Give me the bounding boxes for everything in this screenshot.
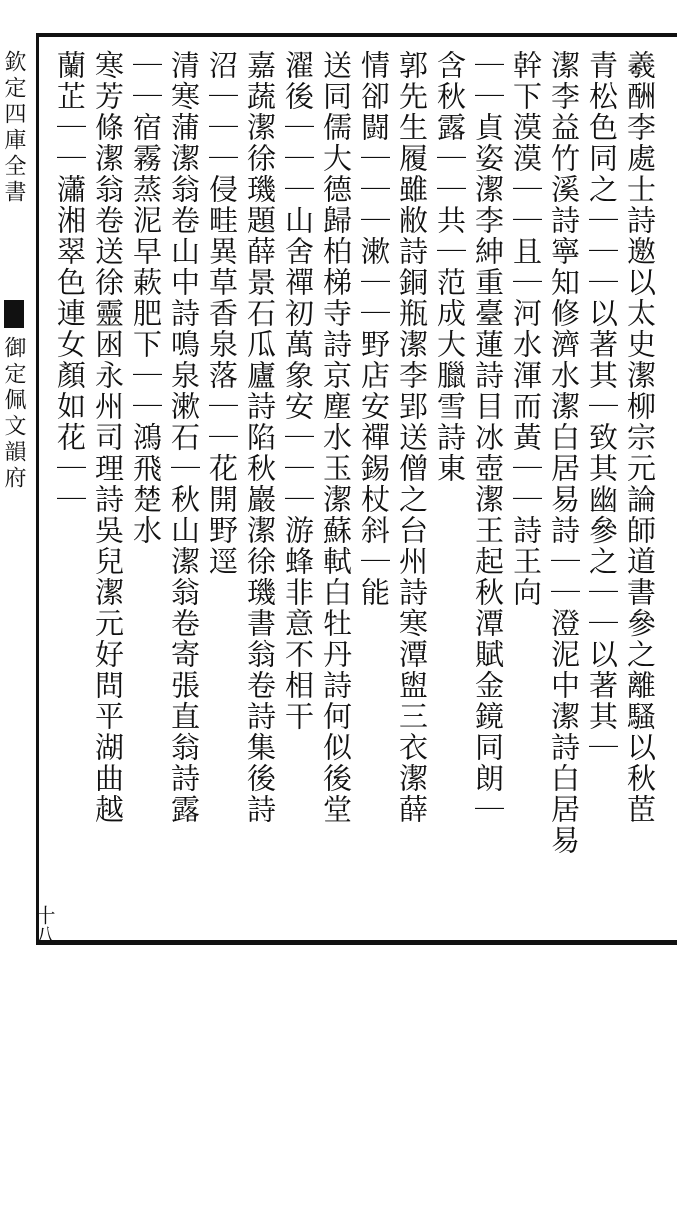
text-column-1: 羲酬李處士詩邀以太史潔柳宗元論師道書參之離騷以秋茞 <box>623 50 657 825</box>
text-column-5: ｜｜貞姿潔李紳重臺蓮詩目冰壺潔王起秋潭賦金鏡同朗｜ <box>471 50 505 825</box>
book-title: 欽定四庫全書 <box>1 50 26 206</box>
top-border <box>36 33 677 37</box>
text-column-2: 青松色同之｜｜｜以著其｜致其幽參之｜｜以著其｜ <box>585 50 619 763</box>
section-title: 御定佩文韻府 <box>1 336 26 492</box>
text-column-15: 寒芳條潔翁卷送徐靈囦永州司理詩吳兒潔元好問平湖曲越 <box>91 50 125 825</box>
fishtail-mark <box>4 300 24 328</box>
text-column-6: 含秋露｜｜共｜范成大臘雪詩東 <box>433 50 467 484</box>
bottom-border <box>36 940 677 945</box>
text-column-10: 濯後｜｜｜山舍禪初萬象安｜｜｜游蜂非意不相干 <box>281 50 315 732</box>
text-column-14: ｜｜宿霧蒸泥早蔌肥下｜｜鴻飛楚水 <box>129 50 163 546</box>
text-column-9: 送同儒大德歸柏梯寺詩京塵水玉潔蘇軾白牡丹詩何似後堂 <box>319 50 353 825</box>
text-column-13: 清寒蒲潔翁卷山中詩鳴泉漱石｜秋山潔翁卷寄張直翁詩露 <box>167 50 201 825</box>
text-column-8: 情卻闘｜｜｜漱｜｜野店安禪錫杖斜｜能 <box>357 50 391 608</box>
text-column-12: 沼｜｜｜侵畦異草香泉落｜｜花開野逕 <box>205 50 239 577</box>
text-column-7: 郭先生履雖敝詩銅瓶潔李郢送僧之台州詩寒潭盥三衣潔薛 <box>395 50 429 825</box>
text-column-11: 嘉蔬潔徐璣題薛景石瓜廬詩陷秋巖潔徐璣書翁卷詩集後詩 <box>243 50 277 825</box>
left-border <box>36 33 39 945</box>
text-column-4: 幹下漠漠｜｜且｜河水渾而黃｜｜詩王向 <box>509 50 543 608</box>
page-number: 十八 <box>32 905 56 945</box>
text-column-16: 蘭芷｜｜瀟湘翠色連女顏如花｜｜ <box>53 50 87 515</box>
text-column-3: 潔李益竹溪詩寧知修濟水潔白居易詩｜｜澄泥中潔詩白居易 <box>547 50 581 856</box>
